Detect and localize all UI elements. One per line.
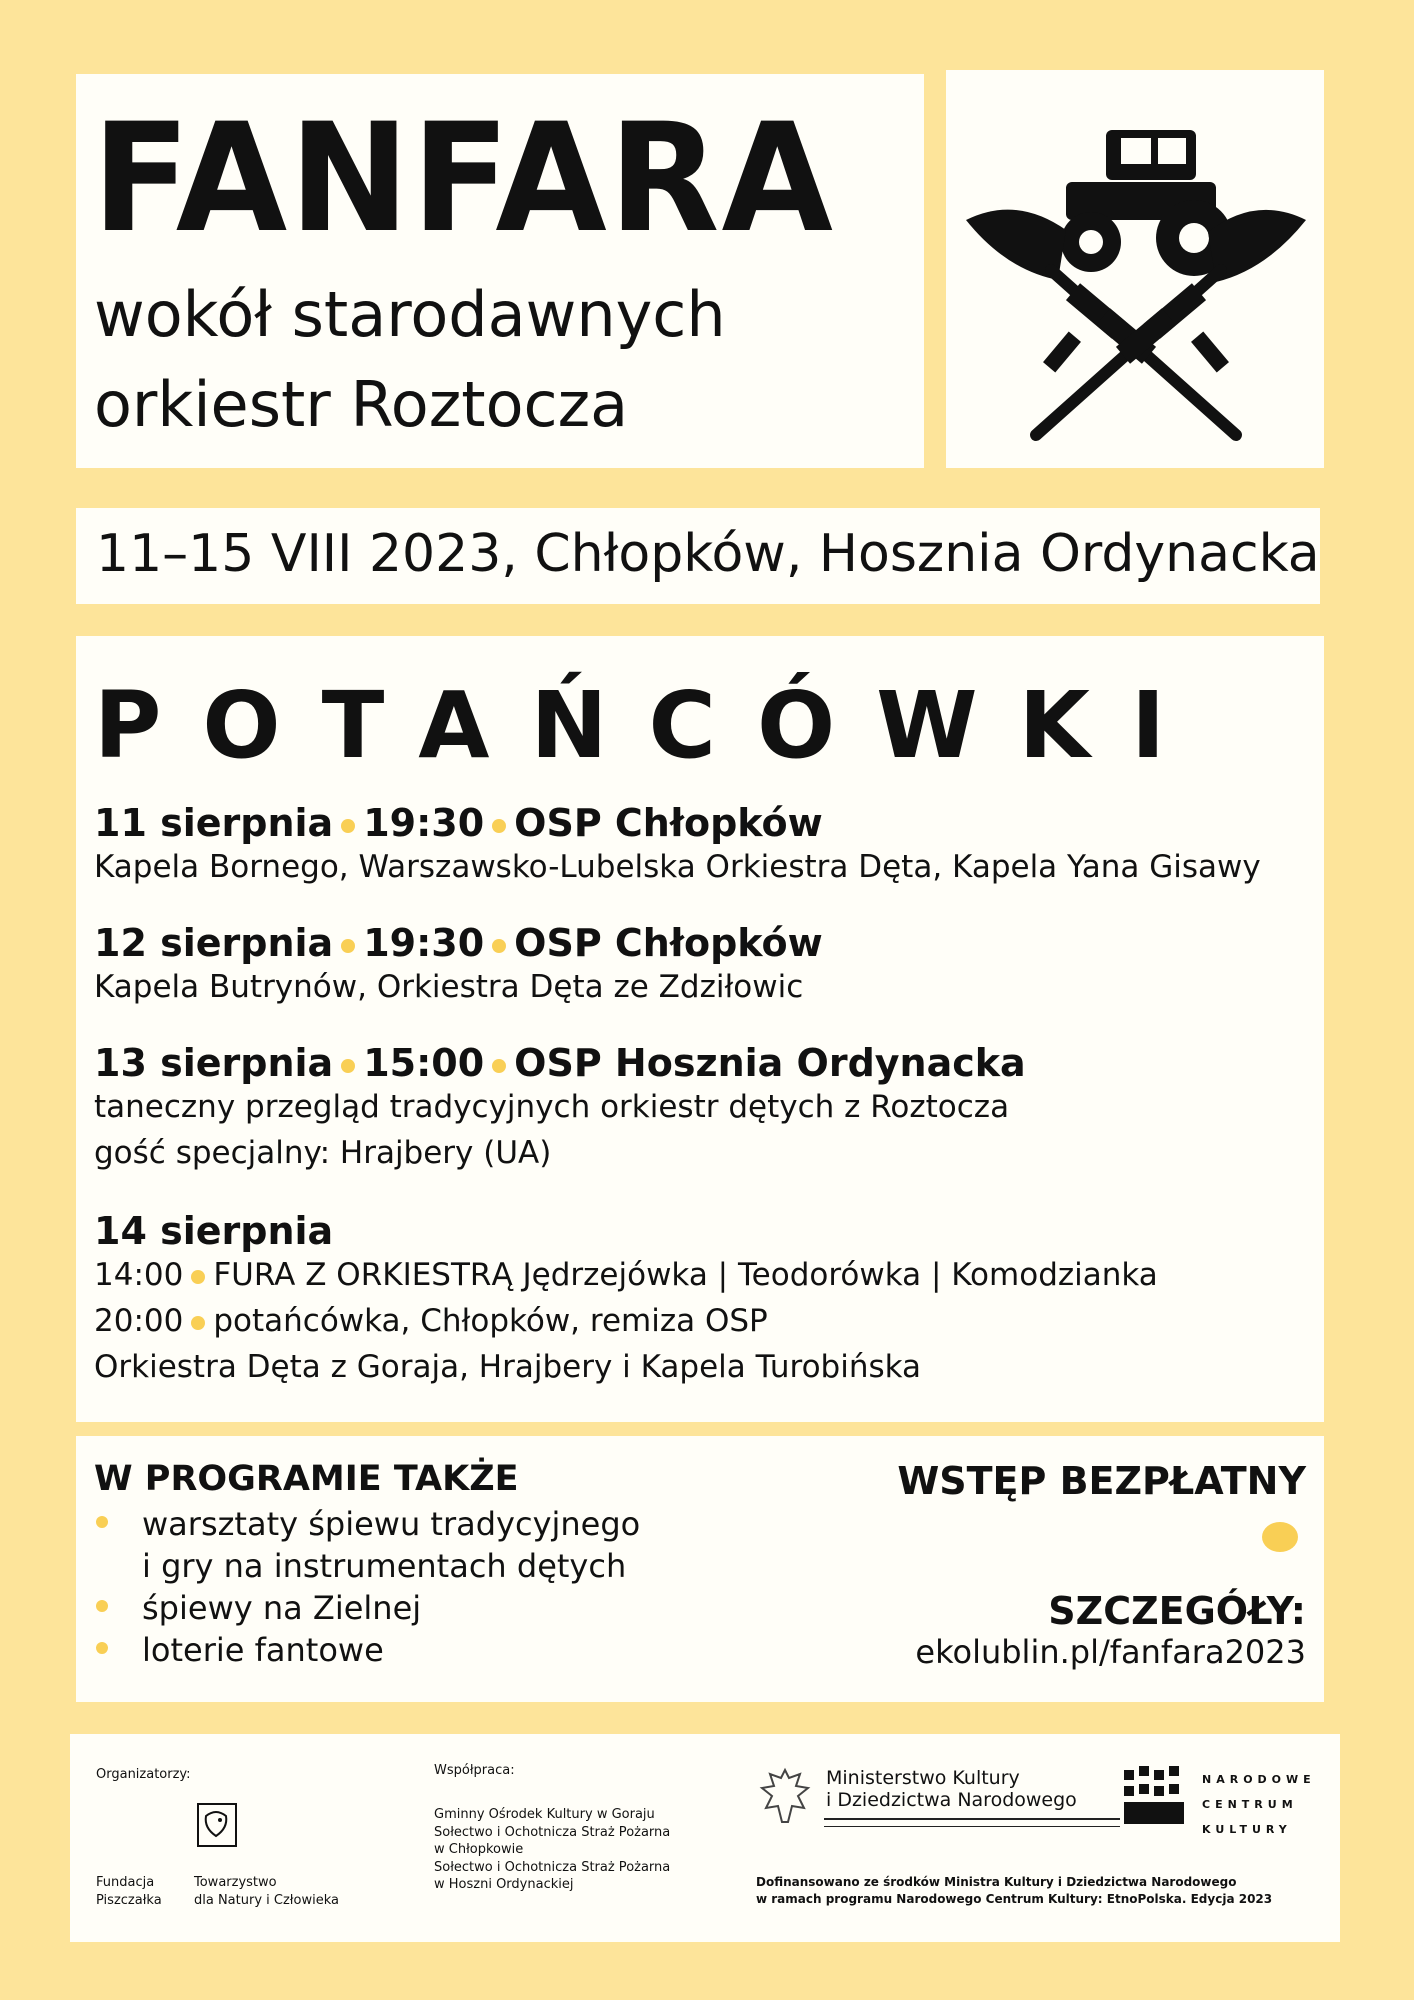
dot-icon — [492, 819, 506, 833]
event-time: 20:00 — [94, 1303, 184, 1339]
event-place: OSP Hosznia Ordynacka — [514, 1041, 1026, 1085]
organizer-towarzystwo: Towarzystwo dla Natury i Człowieka — [194, 1875, 339, 1908]
program-also-title: W PROGRAMIE TAKŻE — [94, 1459, 519, 1499]
nck-name: NARODOWE CENTRUM KULTURY — [1202, 1773, 1316, 1836]
event-time: 19:30 — [363, 921, 485, 965]
funding-note: Dofinansowano ze środków Ministra Kultury i Dziedzictwa Narodowego w ramach programu Narodowego Centrum Kultury: EtnoPolska. Edycja 2023 — [756, 1875, 1273, 1906]
event-date: 14 sierpnia — [94, 1209, 334, 1253]
ministry-underline — [824, 1826, 1120, 1827]
ministry-name: Ministerstwo Kultury i Dziedzictwa Narodowego — [826, 1767, 1077, 1811]
logo-panel — [946, 70, 1324, 468]
event-description: Kapela Butrynów, Orkiestra Dęta ze Zdziłowic — [94, 969, 804, 1005]
event-heading — [94, 1209, 334, 1253]
dot-icon — [191, 1270, 205, 1284]
program-item: warsztaty śpiewu tradycyjnego — [142, 1505, 641, 1543]
divider — [76, 1422, 1324, 1436]
program-item: loterie fantowe — [142, 1631, 384, 1669]
event-date: 11 sierpnia — [94, 801, 334, 845]
bullet-icon — [96, 1516, 108, 1528]
event-heading — [94, 1041, 1026, 1085]
event-text: potańcówka, Chłopków, remiza OSP — [213, 1303, 768, 1339]
event-time: 15:00 — [363, 1041, 485, 1085]
event-date: 12 sierpnia — [94, 921, 334, 965]
cooperation-label: Współpraca: — [434, 1763, 515, 1778]
bullet-icon — [96, 1600, 108, 1612]
festival-title: FANFARA — [92, 92, 835, 266]
event-heading — [94, 801, 823, 845]
nck-logo-icon — [1122, 1764, 1186, 1828]
event-description — [94, 1303, 768, 1339]
dot-icon — [341, 1059, 355, 1073]
eagle-emblem-icon — [756, 1764, 814, 1828]
cooperation-list: Gminny Ośrodek Kultury w Goraju Sołectwo i Ochotnicza Straż Pożarna w Chłopkowie Sołectwo i Ochotnicza Straż Pożarna w Hoszni Ordynackiej — [434, 1807, 671, 1893]
festival-dates: 11–15 VIII 2023, Chłopków, Hosznia Ordynacka — [96, 524, 1320, 584]
section-title: POTAŃCÓWKI — [94, 672, 1207, 779]
dot-icon — [492, 1059, 506, 1073]
title-panel — [76, 74, 924, 468]
event-description: taneczny przegląd tradycyjnych orkiestr dętych z Roztocza — [94, 1089, 1010, 1125]
footer-panel — [70, 1734, 1340, 1942]
dot-icon — [492, 939, 506, 953]
decorative-dot — [1262, 1522, 1298, 1552]
program-panel — [76, 636, 1324, 1702]
event-time: 19:30 — [363, 801, 485, 845]
ministry-underline — [824, 1818, 1120, 1820]
details-link[interactable]: ekolublin.pl/fanfara2023 — [915, 1633, 1306, 1671]
organizers-label: Organizatorzy: — [96, 1767, 191, 1782]
program-item: i gry na instrumentach dętych — [142, 1547, 627, 1585]
event-text: FURA Z ORKIESTRĄ Jędrzejówka | Teodorówka | Komodzianka — [213, 1257, 1158, 1293]
dot-icon — [341, 819, 355, 833]
festival-subtitle-1: wokół starodawnych — [94, 278, 726, 351]
program-item: śpiewy na Zielnej — [142, 1589, 422, 1627]
dot-icon — [191, 1316, 205, 1330]
event-time: 14:00 — [94, 1257, 184, 1293]
event-description: Kapela Bornego, Warszawsko-Lubelska Orkiestra Dęta, Kapela Yana Gisawy — [94, 849, 1261, 885]
event-date: 13 sierpnia — [94, 1041, 334, 1085]
festival-subtitle-2: orkiestr Roztocza — [94, 368, 629, 441]
event-heading — [94, 921, 823, 965]
event-description: gość specjalny: Hrajbery (UA) — [94, 1135, 552, 1171]
bullet-icon — [96, 1642, 108, 1654]
details-label: SZCZEGÓŁY: — [1048, 1589, 1306, 1633]
date-panel — [76, 508, 1320, 604]
event-description — [94, 1257, 1158, 1293]
free-entry: WSTĘP BEZPŁATNY — [897, 1459, 1306, 1503]
event-place: OSP Chłopków — [514, 921, 823, 965]
event-place: OSP Chłopków — [514, 801, 823, 845]
bee-logo-icon — [194, 1800, 240, 1850]
organizer-fundacja: Fundacja Piszczałka — [96, 1875, 162, 1908]
dot-icon — [341, 939, 355, 953]
tractor-trumpets-icon — [946, 70, 1324, 468]
event-description: Orkiestra Dęta z Goraja, Hrajbery i Kapela Turobińska — [94, 1349, 922, 1385]
